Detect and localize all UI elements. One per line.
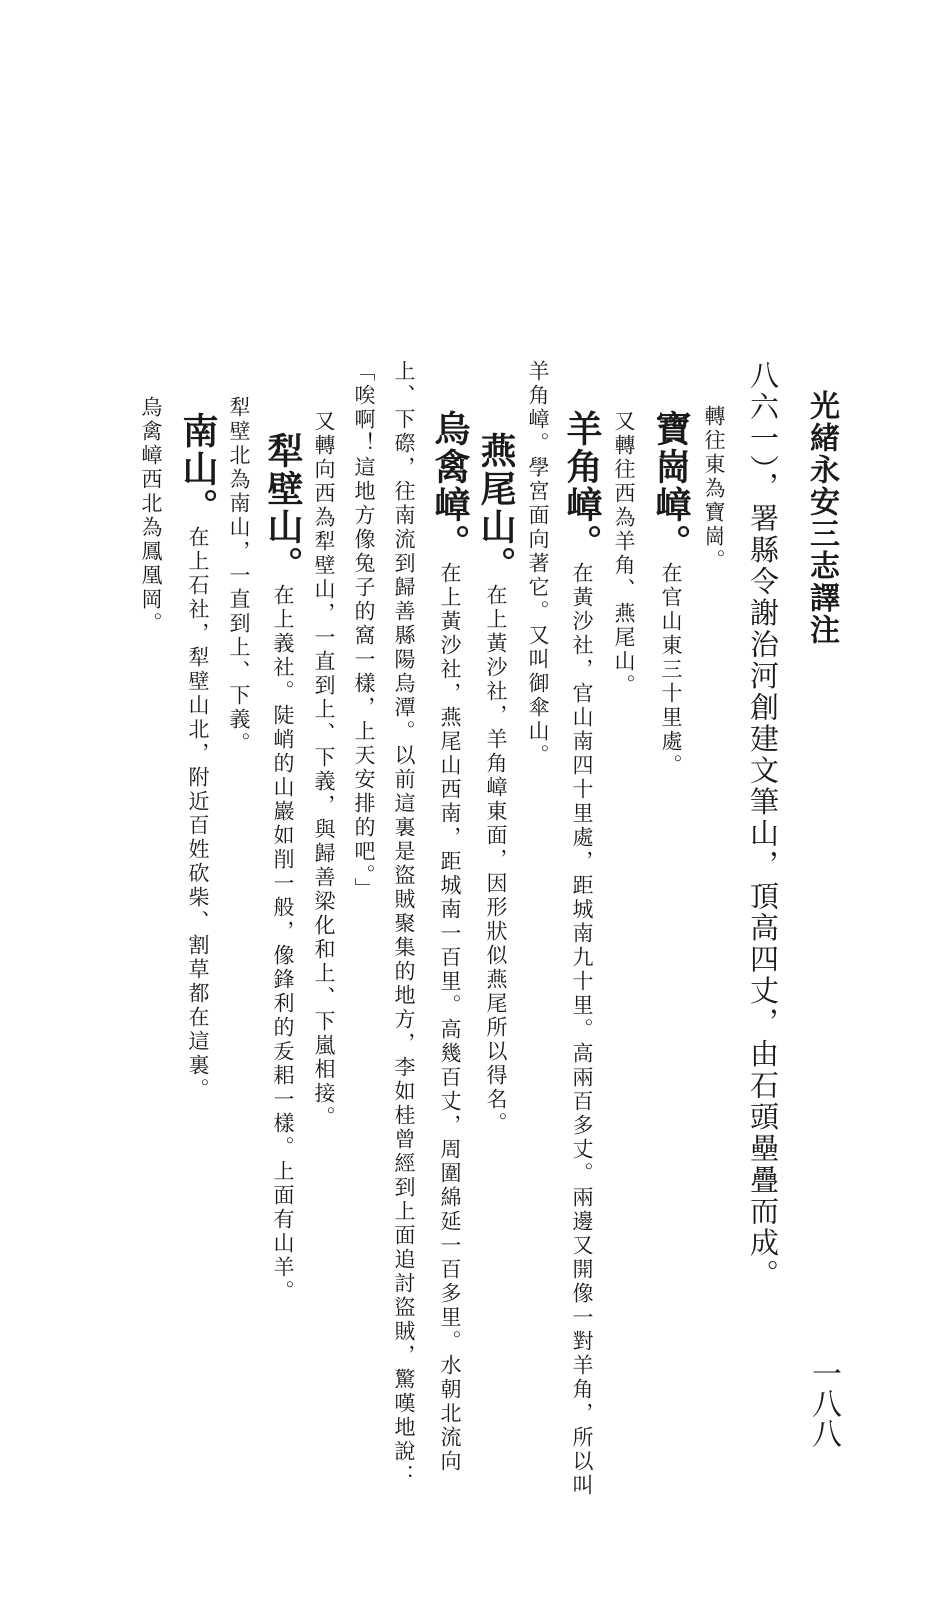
line-zhuan-xi: 又轉往西為羊角、燕尾山。 [612,410,636,698]
line-yangjiao-cont: 羊角嶂。學宮面向著它。又叫御傘山。 [526,360,550,768]
line-zhuan-libi: 又轉向西為犁壁山，一直到上、下義，與歸善梁化和上、下嵐相接。 [312,410,336,1130]
entry-nanshan-text: 在上石社，犁壁山北，附近百姓砍柴、割草都在這裏。 [186,526,210,1102]
entry-libi-name: 犁壁山 [262,432,304,546]
entry-wuqin-text: 在上黃沙社，燕尾山西南，距城南一百里。高幾百丈，周圍綿延一百多里。水朝北流向 [438,562,462,1474]
line-quote: 「唉啊！這地方像兔子的窩一樣，上天安排的吧。」 [352,360,376,902]
page-number: 一八八 [806,1358,841,1448]
line-wuqin-cont: 上、下磜，往南流到歸善縣陽烏潭。以前這裏是盜賊聚集的地方，李如桂曾經到上面追討盜賊，驚嘆地說： [392,360,416,1488]
line-libi-bei: 犁壁北為南山，一直到上、下義。 [227,396,251,756]
note-86-1: 八六一），署縣令謝治河創建文筆山，頂高四丈，由石頭壘疊而成。 [746,360,780,1291]
entry-wuqin [429,410,471,1474]
entry-baogang-period: 。 [650,524,692,562]
entry-yanwei-name: 燕尾山 [475,432,517,546]
entry-wuqin-name: 烏禽嶂 [429,410,471,524]
line-wuqin-xibei: 烏禽嶂西北為鳳凰岡。 [139,396,163,636]
entry-yanwei-text: 在上黃沙社，羊角嶂東面，因形狀似燕尾所以得名。 [484,584,508,1136]
entry-nanshan-name: 南山 [177,412,219,488]
entry-yanwei-period: 。 [475,546,517,584]
entry-yanwei [475,432,517,1136]
entry-libi-text: 在上義社。陡峭的山巖如削一般，像鋒利的叐耜一樣。上面有山羊。 [271,584,295,1304]
entry-libi-period: 。 [262,546,304,584]
running-title: 光緒永安三志譯注 [804,390,839,646]
entry-yangjiao-name: 羊角嶂 [561,410,603,524]
entry-baogang-text: 在官山東三十里處。 [659,562,683,778]
entry-baogang-name: 寶崗嶂 [650,410,692,524]
entry-nanshan-period: 。 [177,488,219,526]
entry-yangjiao-text: 在黃沙社，官山南四十里處，距城南九十里。高兩百多丈。兩邊又開像一對羊角，所以叫 [570,562,594,1498]
line-zhuan-dong: 轉往東為寶崗。 [702,405,726,573]
entry-nanshan [177,412,219,1102]
entry-libi [262,432,304,1304]
entry-baogang [650,410,692,778]
entry-yangjiao-period: 。 [561,524,603,562]
entry-wuqin-period: 。 [429,524,471,562]
entry-yangjiao [561,410,603,1498]
